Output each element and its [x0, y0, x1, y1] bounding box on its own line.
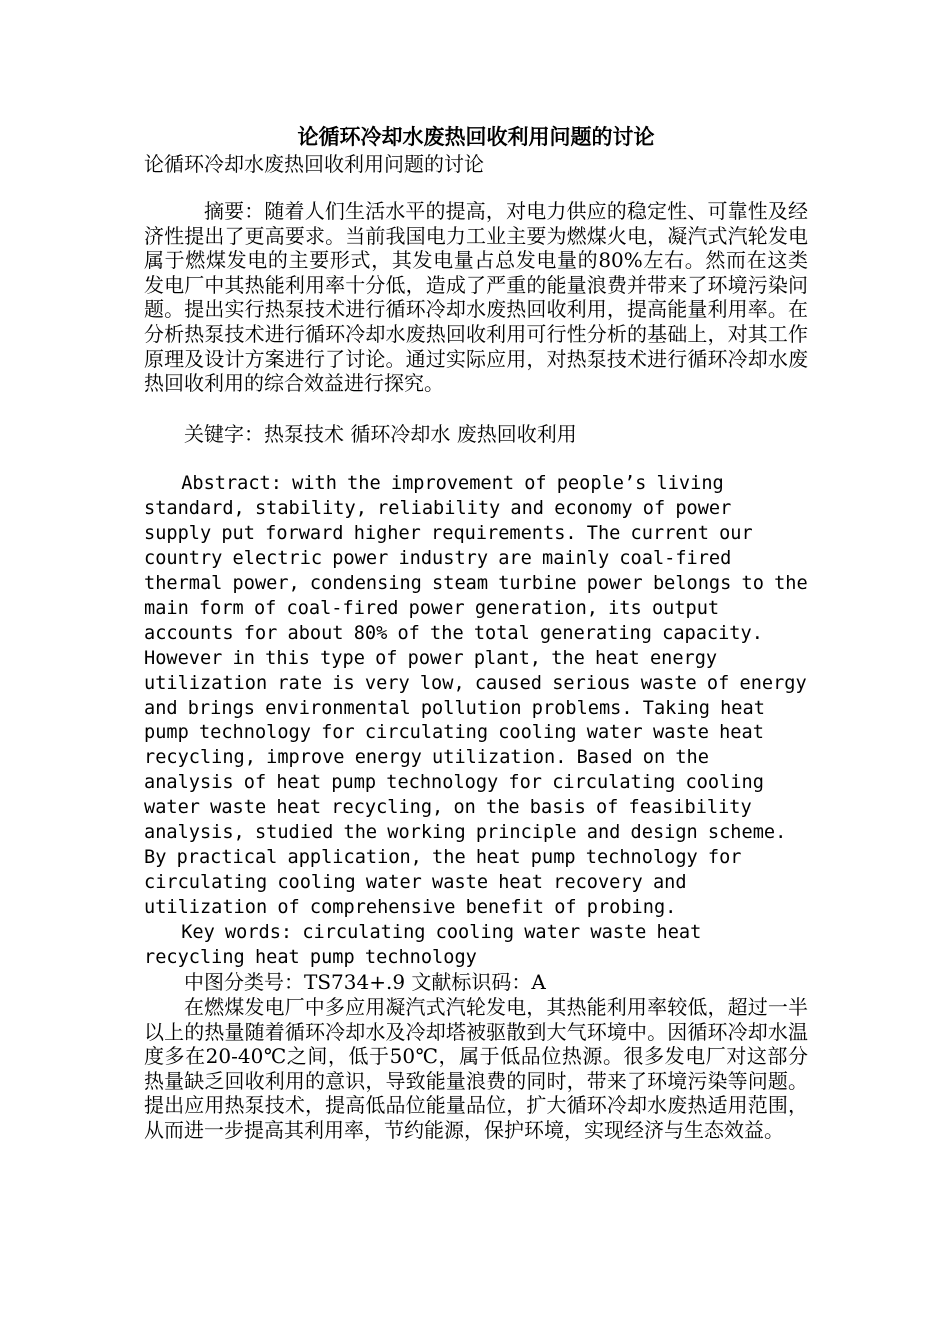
document-content: [144, 124, 808, 1143]
body-paragraph: 在燃煤发电厂中多应用凝汽式汽轮发电，其热能利用率较低，超过一半以上的热量随着循环冷却水及冷却塔被驱散到大气环境中。因循环冷却水温度多在20-40℃之间，低于50℃，属于低品位热源。很多发电厂对这部分热量缺乏回收利用的意识，导致能量浪费的同时，带来了环境污染等问题。提出应用热泵技术，提高低品位能量品位，扩大循环冷却水废热适用范围，从而进一步提高其利用率，节约能源，保护环境，实现经济与生态效益。: [144, 995, 808, 1143]
document-subtitle: 论循环冷却水废热回收利用问题的讨论: [144, 152, 484, 176]
abstract-english: Abstract: with the improvement of people’s living standard, stability, reliability and economy of power supply put forward higher requirements. The current our country electric power industry are mainly coal-fired thermal power, condensing steam turbine power belongs to the main form of coal-fired power generation, its output accounts for about 80% of the total generating capacity. However in this type of power plant, the heat energy utilization rate is very low, caused serious waste of energy and brings environmental pollution problems. Taking heat pump technology for circulating cooling water waste heat recycling, improve energy utilization. Based on the analysis of heat pump technology for circulating cooling water waste heat recycling, on the basis of feasibility analysis, studied the working principle and design scheme. By practical application, the heat pump technology for circulating cooling water waste heat recovery and utilization of comprehensive benefit of probing.: [144, 473, 808, 918]
document-title: 论循环冷却水废热回收利用问题的讨论: [297, 124, 655, 149]
keywords-chinese: 关键字：热泵技术 循环冷却水 废热回收利用: [184, 421, 577, 446]
keywords-english: Key words: circulating cooling water waste heat recycling heat pump technology: [144, 921, 702, 968]
classification-line: 中图分类号：TS734+.9 文献标识码：A: [184, 970, 546, 995]
abstract-chinese: 摘要：随着人们生活水平的提高，对电力供应的稳定性、可靠性及经济性提出了更高要求。当前我国电力工业主要为燃煤火电，凝汽式汽轮发电属于燃煤发电的主要形式，其发电量占总发电量的80%左右。然而在这类发电厂中其热能利用率十分低，造成了严重的能量浪费并带来了环境污染问题。提出实行热泵技术进行循环冷却水废热回收利用，提高能量利用率。在分析热泵技术进行循环冷却水废热回收利用可行性分析的基础上，对其工作原理及设计方案进行了讨论。通过实际应用，对热泵技术进行循环冷却水废热回收利用的综合效益进行探究。: [144, 199, 808, 396]
